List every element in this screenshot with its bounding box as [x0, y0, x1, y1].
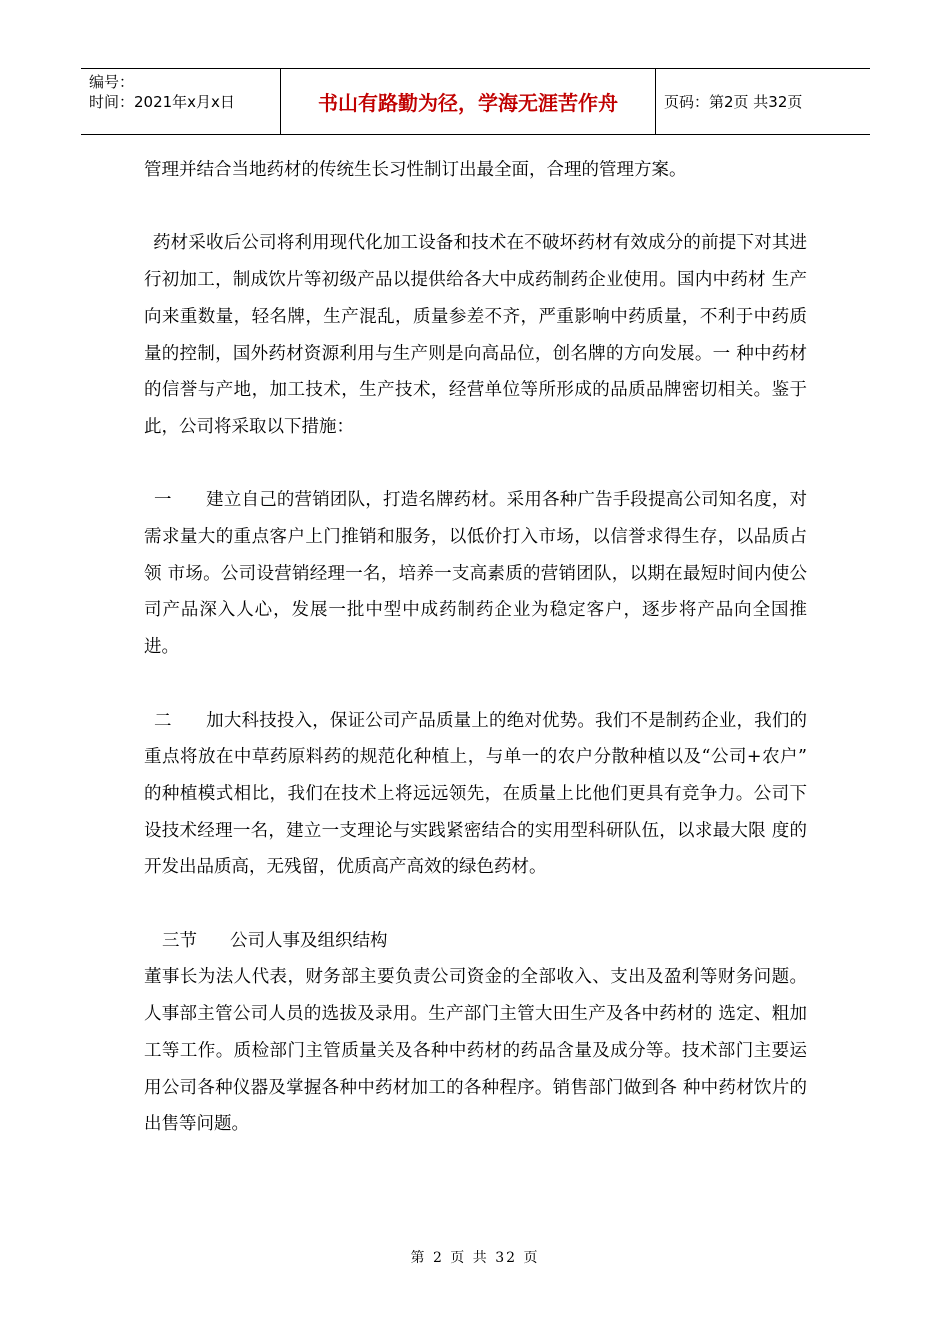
header-page-info: 页码：第2页 共32页: [664, 93, 803, 111]
header-motto: 书山有路勤为径，学海无涯苦作舟: [281, 69, 656, 134]
document-time-label: 时间：2021年x月x日: [89, 93, 235, 111]
paragraph-spacer: [144, 446, 807, 483]
paragraph-1: 管理并结合当地药材的传统生长习性制订出最全面，合理的管理方案。: [144, 160, 687, 180]
list-item-1: [144, 482, 807, 666]
document-number-label: 编号：: [89, 73, 135, 91]
list-item-2-number: 二: [154, 710, 172, 731]
paragraph-spacer: [144, 189, 807, 226]
list-item-1-number: 一: [154, 490, 172, 511]
section-number: 三节: [162, 930, 197, 951]
page-footer: 第 2 页 共 32 页: [410, 1250, 540, 1266]
header-meta-cell: [81, 69, 281, 134]
paragraph-3: 董事长为法人代表，财务部主要负责公司资金的全部收入、支出及盈利等财务问题。人事部主管公司人员的选拔及录用。生产部门主管大田生产及各中药材的 选定、粗加工等工作。质检部门主管质量关及各种中药材的药品含量及成分等。技术部门主要运用公司各种仪器及掌握各种中药材加工的各种程序。销售部门做到各 种中药材饮片的 出售等问题。: [144, 967, 807, 1135]
section-heading: [144, 923, 807, 960]
list-item-1-text: 建立自己的营销团队，打造名牌药材。采用各种广告手段提高公司知名度，对需求量大的重点客户上门推销和服务，以低价打入市场，以信誉求得生存，以品质占领 市场。公司设营销经理一名，培养一支高素质的营销团队，以期在最短时间内使公司产品深入人心，发展一批中型中成药制药企业为稳定客户，逐步将产品向全国推 进。: [144, 490, 807, 658]
list-item-2: [144, 703, 807, 887]
page-header: [81, 68, 870, 135]
document-body: [144, 152, 807, 1143]
paragraph-spacer: [144, 666, 807, 703]
paragraph-spacer: [144, 886, 807, 923]
list-item-2-text: 加大科技投入，保证公司产品质量上的绝对优势。我们不是制药企业，我们的重点将放在中草药原料药的规范化种植上，与单一的农户分散种植以及“公司+农户” 的种植模式相比，我们在技术上将远远领先，在质量上比他们更具有竞争力。公司下设技术经理一名，建立一支理论与实践紧密结合的实用型科研队伍，以求最大限 度的开发出品质高，无残留，优质高产高效的绿色药材。: [144, 710, 807, 878]
section-title: 公司人事及组织结构: [230, 930, 388, 951]
paragraph-2: 药材采收后公司将利用现代化加工设备和技术在不破坏药材有效成分的前提下对其进行初加工，制成饮片等初级产品以提供给各大中成药制药企业使用。国内中药材 生产向来重数量，轻名牌，生产混乱，质量参差不齐，严重影响中药质量，不利于中药质量的控制，国外药材资源利用与生产则是向高品位，创名牌的方向发展。一 种中药材的信誉与产地，加工技术，生产技术，经营单位等所形成的品质品牌密切相关。鉴于此，公司将采取以下措施：: [144, 233, 807, 437]
